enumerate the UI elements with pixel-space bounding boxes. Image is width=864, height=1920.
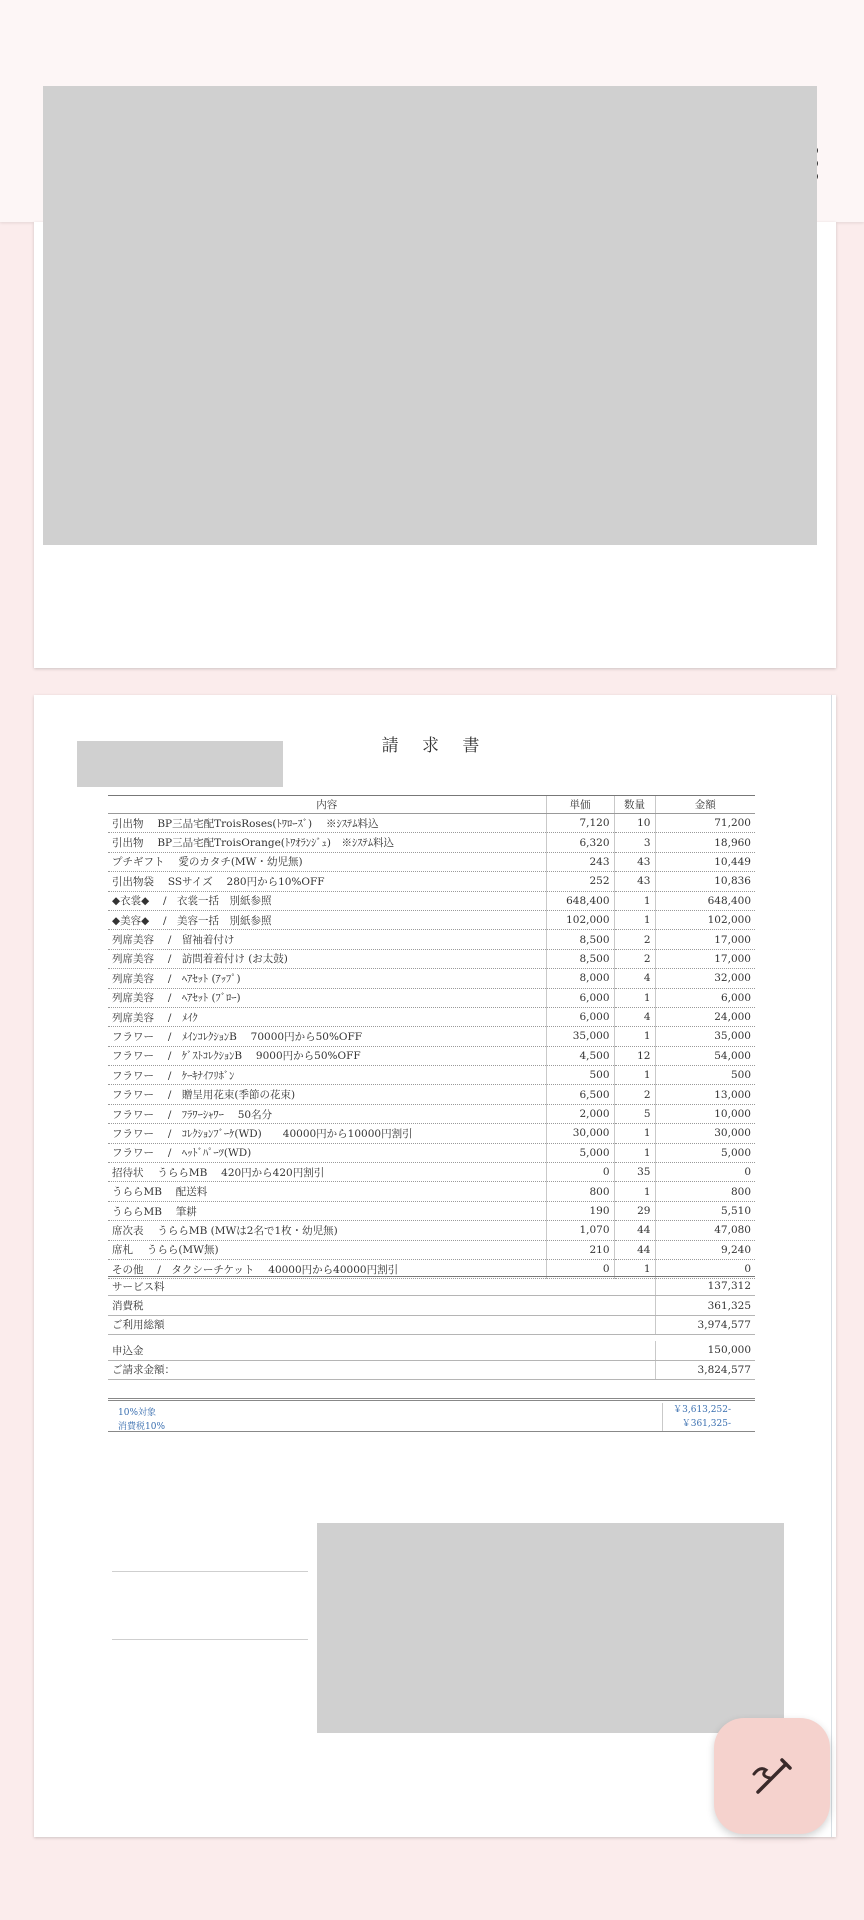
row-amount: 9,240 [655,1240,755,1259]
table-row [108,872,755,891]
row-content: フラワー / ﾌﾗﾜｰｼｬﾜｰ 50名分 [108,1104,546,1123]
row-amount: 17,000 [655,949,755,968]
row-amount: 10,836 [655,872,755,891]
row-unit-price: 2,000 [546,1104,614,1123]
service-charge-value: 137,312 [655,1277,755,1296]
row-quantity: 5 [614,1104,655,1123]
table-row [108,833,755,852]
table-row [108,1007,755,1026]
row-unit-price: 210 [546,1240,614,1259]
row-content: フラワー / ﾒｲﾝｺﾚｸｼｮﾝB 70000円から50%OFF [108,1027,546,1046]
row-quantity: 12 [614,1046,655,1065]
row-content: 列席美容 / ﾍｱｾｯﾄ (ﾌﾞﾛｰ) [108,988,546,1007]
row-quantity: 4 [614,969,655,988]
total-value: 3,974,577 [655,1315,755,1334]
row-content: 列席美容 / ﾍｱｾｯﾄ (ｱｯﾌﾟ) [108,969,546,988]
row-content: フラワー / ﾍｯﾄﾞﾊﾟｰﾂ(WD) [108,1143,546,1162]
row-quantity: 1 [614,1259,655,1278]
row-content: うららMB 配送料 [108,1182,546,1201]
table-row [108,1201,755,1220]
row-amount: 0 [655,1259,755,1278]
table-row [108,988,755,1007]
row-unit-price: 6,000 [546,988,614,1007]
row-content: 列席美容 / 留袖着付け [108,930,546,949]
edit-fab-button[interactable] [714,1718,830,1834]
row-content: フラワー / ｹｰｷﾅｲﾌﾘﾎﾞﾝ [108,1066,546,1085]
summary-row-service [108,1277,755,1296]
row-quantity: 1 [614,1066,655,1085]
row-content: ◆衣裳◆ / 衣裳一括 別紙参照 [108,891,546,910]
row-unit-price: 8,000 [546,969,614,988]
header-unit-price: 単価 [546,796,614,814]
row-quantity: 1 [614,891,655,910]
signature-line [112,1571,308,1572]
header-quantity: 数量 [614,796,655,814]
row-amount: 648,400 [655,891,755,910]
row-amount: 5,510 [655,1201,755,1220]
row-unit-price: 0 [546,1163,614,1182]
edit-pen-icon [750,1754,794,1798]
table-row [108,1182,755,1201]
service-charge-label: サービス料 [108,1277,655,1296]
row-content: うららMB 筆耕 [108,1201,546,1220]
table-row [108,949,755,968]
table-row [108,1104,755,1123]
row-unit-price: 7,120 [546,814,614,833]
row-quantity: 29 [614,1201,655,1220]
row-content: プチギフト 愛のカタチ(MW・幼児無) [108,852,546,871]
row-amount: 30,000 [655,1124,755,1143]
row-unit-price: 6,500 [546,1085,614,1104]
row-amount: 13,000 [655,1085,755,1104]
row-unit-price: 252 [546,872,614,891]
row-quantity: 1 [614,1143,655,1162]
row-unit-price: 4,500 [546,1046,614,1065]
row-quantity: 2 [614,949,655,968]
row-unit-price: 500 [546,1066,614,1085]
tax-rate-value: ￥361,325- [681,1419,731,1429]
row-unit-price: 1,070 [546,1221,614,1240]
table-row [108,814,755,833]
row-content: ◆美容◆ / 美容一括 別紙参照 [108,910,546,929]
row-unit-price: 0 [546,1259,614,1278]
row-unit-price: 35,000 [546,1027,614,1046]
row-quantity: 4 [614,1007,655,1026]
row-amount: 0 [655,1163,755,1182]
redacted-stamp-area [317,1523,784,1733]
table-row [108,910,755,929]
row-amount: 54,000 [655,1046,755,1065]
row-amount: 47,080 [655,1221,755,1240]
row-quantity: 1 [614,910,655,929]
row-quantity: 44 [614,1221,655,1240]
row-unit-price: 8,500 [546,949,614,968]
table-row [108,1046,755,1065]
row-content: 列席美容 / 訪問着着付け (お太鼓) [108,949,546,968]
row-content: 席札 うらら(MW無) [108,1240,546,1259]
row-unit-price: 800 [546,1182,614,1201]
tax-value: 361,325 [655,1296,755,1315]
table-row [108,1066,755,1085]
table-row [108,1124,755,1143]
row-content: フラワー / ｹﾞｽﾄｺﾚｸｼｮﾝB 9000円から50%OFF [108,1046,546,1065]
row-amount: 17,000 [655,930,755,949]
row-content: フラワー / ｺﾚｸｼｮﾝﾌﾞｰｹ(WD) 40000円から10000円割引 [108,1124,546,1143]
total-label: ご利用総額 [108,1315,655,1334]
row-unit-price: 5,000 [546,1143,614,1162]
row-content: 引出物 BP三品宅配TroisOrange(ﾄﾜｵﾗﾝｼﾞｭ) ※ｼｽﾃﾑ料込 [108,833,546,852]
header-content: 内容 [108,796,546,814]
tax-rate-label: 消費税10% [118,1422,166,1432]
row-quantity: 10 [614,814,655,833]
document-title: 請 求 書 [381,736,489,756]
table-row [108,1221,755,1240]
row-unit-price: 243 [546,852,614,871]
billing-value: 3,824,577 [655,1360,755,1379]
table-row [108,930,755,949]
row-unit-price: 30,000 [546,1124,614,1143]
row-quantity: 35 [614,1163,655,1182]
row-amount: 10,000 [655,1104,755,1123]
row-content: フラワー / 贈呈用花束(季節の花束) [108,1085,546,1104]
tax-target-label: 10%対象 [118,1408,157,1418]
row-unit-price: 190 [546,1201,614,1220]
row-quantity: 44 [614,1240,655,1259]
table-row [108,1163,755,1182]
table-row [108,1143,755,1162]
row-amount: 800 [655,1182,755,1201]
header-amount: 金額 [655,796,755,814]
row-quantity: 43 [614,872,655,891]
row-amount: 35,000 [655,1027,755,1046]
row-quantity: 1 [614,988,655,1007]
row-amount: 5,000 [655,1143,755,1162]
redacted-name [77,741,283,787]
table-header-row [108,796,755,814]
deposit-value: 150,000 [655,1341,755,1360]
row-content: 列席美容 / ﾒｲｸ [108,1007,546,1026]
row-amount: 24,000 [655,1007,755,1026]
table-row [108,852,755,871]
redacted-block [43,86,817,545]
table-row [108,1027,755,1046]
row-unit-price: 6,000 [546,1007,614,1026]
summary-row-total [108,1315,755,1334]
row-amount: 500 [655,1066,755,1085]
row-quantity: 2 [614,1085,655,1104]
table-row [108,891,755,910]
row-amount: 32,000 [655,969,755,988]
row-content: 招待状 うららMB 420円から420円割引 [108,1163,546,1182]
row-content: その他 / タクシーチケット 40000円から40000円割引 [108,1259,546,1278]
row-quantity: 43 [614,852,655,871]
billing-label: ご請求金額： [108,1360,655,1379]
tax-label: 消費税 [108,1296,655,1315]
summary-row-deposit [108,1341,755,1360]
summary-row-tax [108,1296,755,1315]
row-quantity: 1 [614,1027,655,1046]
row-quantity: 2 [614,930,655,949]
table-row [108,1240,755,1259]
row-amount: 18,960 [655,833,755,852]
tax-target-value: ￥3,613,252- [673,1405,731,1415]
row-unit-price: 6,320 [546,833,614,852]
row-amount: 6,000 [655,988,755,1007]
tax-breakdown [108,1398,755,1432]
invoice-table [108,795,755,1279]
table-row [108,969,755,988]
signature-line [112,1639,308,1640]
row-amount: 71,200 [655,814,755,833]
row-amount: 10,449 [655,852,755,871]
document-page-2 [34,695,836,1837]
row-content: 引出物袋 SSサイズ 280円から10%OFF [108,872,546,891]
row-unit-price: 648,400 [546,891,614,910]
deposit-label: 申込金 [108,1341,655,1360]
row-quantity: 1 [614,1124,655,1143]
row-unit-price: 8,500 [546,930,614,949]
row-amount: 102,000 [655,910,755,929]
summary-row-billing [108,1360,755,1379]
row-content: 引出物 BP三品宅配TroisRoses(ﾄﾜﾛｰｽﾞ) ※ｼｽﾃﾑ料込 [108,814,546,833]
row-quantity: 1 [614,1182,655,1201]
summary-table [108,1276,755,1380]
table-row [108,1085,755,1104]
row-quantity: 3 [614,833,655,852]
row-content: 席次表 うららMB (MWは2名で1枚・幼児無) [108,1221,546,1240]
row-unit-price: 102,000 [546,910,614,929]
page-edge-line [831,695,832,1837]
